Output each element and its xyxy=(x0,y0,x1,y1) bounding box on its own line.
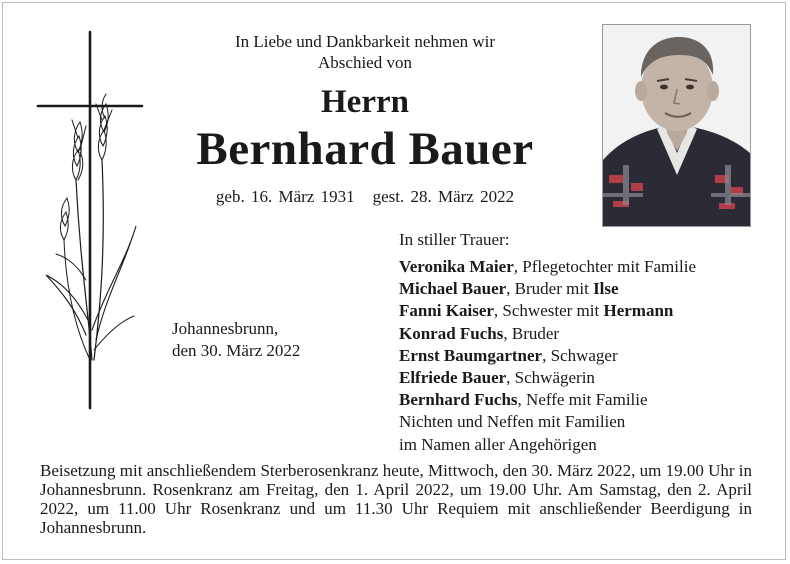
mourner-name: Elfriede Bauer xyxy=(399,368,507,388)
mourner-relation: , Bruder xyxy=(503,323,560,343)
mourner-name: Konrad Fuchs xyxy=(399,323,504,343)
mourner-row xyxy=(399,345,696,367)
salutation: Herrn xyxy=(321,84,409,120)
mourner-extra: Nichten und Neffen mit Familien xyxy=(399,412,626,432)
mourner-partner: Ilse xyxy=(593,279,619,299)
mourner-name: Bernhard Fuchs xyxy=(399,390,518,410)
mourner-row xyxy=(399,389,696,411)
mourner-relation: , Schwägerin xyxy=(506,368,595,388)
mourner-relation: , Pflegetochter mit Familie xyxy=(513,257,696,276)
mourner-row xyxy=(399,256,696,278)
mourner-name: Fanni Kaiser xyxy=(399,301,494,321)
birth-date: geb. 16. März 1931 xyxy=(215,187,355,206)
notice-date: den 30. März 2022 xyxy=(172,341,301,360)
intro-text xyxy=(200,31,530,73)
portrait-photo-image xyxy=(603,25,751,227)
mourners-list xyxy=(399,256,696,456)
place: Johannesbrunn, xyxy=(172,319,279,338)
mourner-name: Ernst Baumgartner xyxy=(399,345,543,365)
portrait-photo xyxy=(602,24,751,227)
place-and-date xyxy=(172,318,300,362)
death-date: gest. 28. März 2022 xyxy=(372,187,515,206)
mourner-relation: , Schwester mit xyxy=(493,301,604,321)
mourners-heading: In stiller Trauer: xyxy=(399,230,510,249)
mourner-relation: , Neffe mit Familie xyxy=(517,390,648,410)
mourner-row xyxy=(399,278,696,300)
mourner-name: Michael Bauer xyxy=(399,279,507,299)
mourner-row xyxy=(399,367,696,389)
mourner-relation: , Schwager xyxy=(542,345,618,365)
deceased-name: Bernhard Bauer xyxy=(196,123,534,175)
mourner-row xyxy=(399,323,696,345)
mourner-relation: , Bruder mit xyxy=(506,279,594,299)
mourner-partner: Hermann xyxy=(603,301,674,321)
mourner-extra: im Namen aller Angehörigen xyxy=(399,434,597,454)
burial-details: Beisetzung mit anschließendem Sterberosenkranz heute, Mittwoch, den 30. März 2022, um 19.00 Uhr in Johannesbrunn. Rosenkranz am Freitag, den 1. April 2022, um 19.00 Uhr. Am Samstag, den 2. April 2022, um 11.00 Uhr Rosenkranz und um 11.30 Uhr Requiem mit anschließender Beerdigung in Johannesbrunn. xyxy=(40,461,752,537)
intro-line-1: In Liebe und Dankbarkeit nehmen wir xyxy=(234,32,496,51)
intro-line-2: Abschied von xyxy=(318,53,412,72)
mourner-row xyxy=(399,300,696,322)
life-dates xyxy=(200,186,530,208)
cross-with-wheat-icon xyxy=(36,30,146,412)
mourner-name: Veronika Maier xyxy=(399,257,514,276)
